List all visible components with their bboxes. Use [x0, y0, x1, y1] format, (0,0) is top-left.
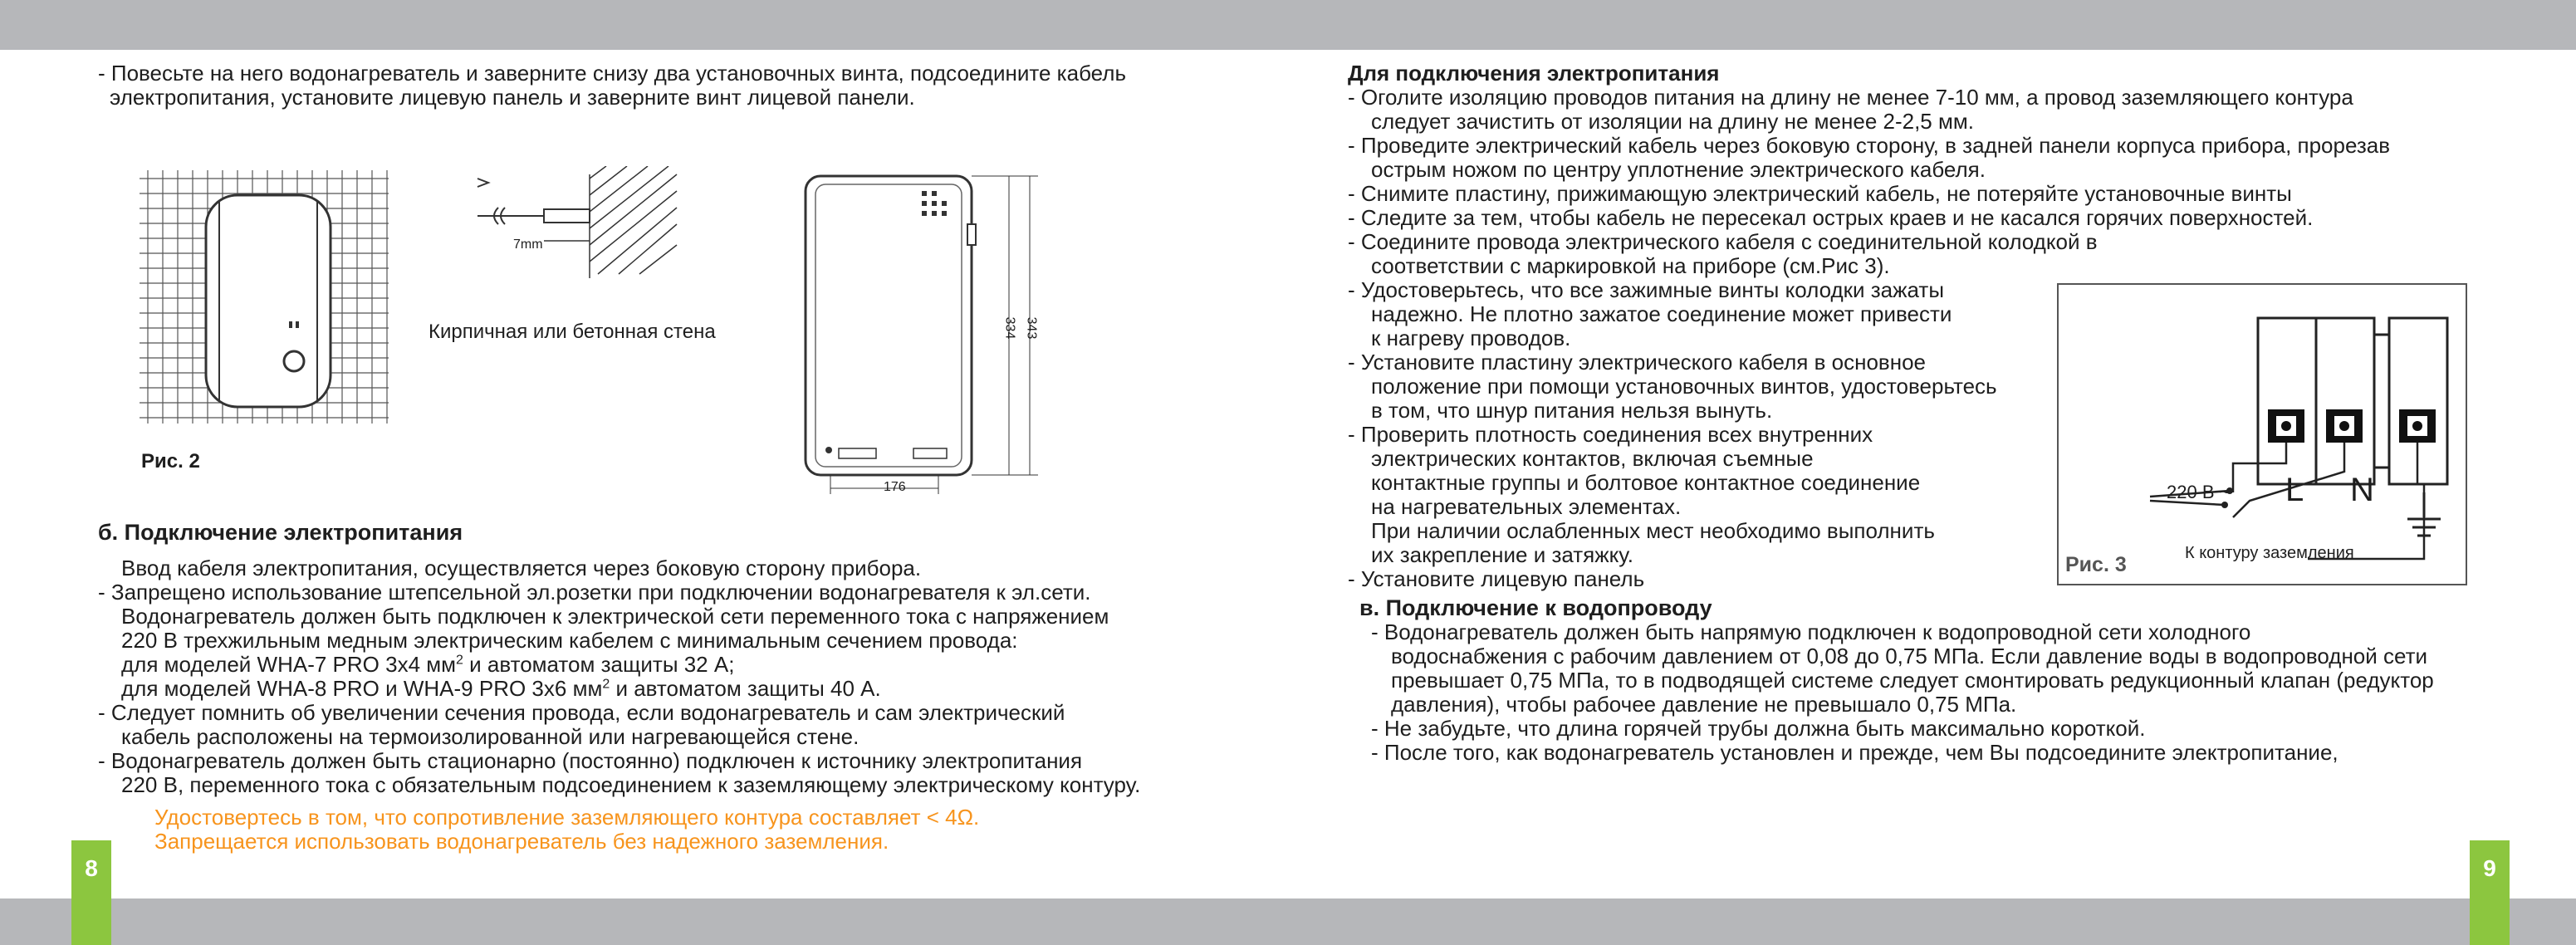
- paragraph-line: их закрепление и затяжку.: [1371, 542, 1633, 567]
- wall-grid-heater-drawing: [140, 170, 397, 428]
- paragraph-line: 220 В, переменного тока с обязательным подсоединением к заземляющему электрическому контуру.: [121, 772, 1141, 797]
- paragraph-line: - После того, как водонагреватель установлен и прежде, чем Вы подсоедините электропитание,: [1371, 740, 2338, 765]
- paragraph-line: следует зачистить от изоляции на длину не менее 2-2,5 мм.: [1371, 109, 1974, 134]
- paragraph-line: - Водонагреватель должен быть напрямую подключен к водопроводной сети холодного: [1371, 619, 2251, 644]
- paragraph-line: превышает 0,75 МПа, то в подводящей системе следует смонтировать редукционный клапан (редуктор: [1391, 668, 2434, 693]
- model-text: и автоматом защиты 40 А.: [610, 676, 881, 701]
- top-band: [0, 0, 2576, 50]
- dim-343: 343: [1024, 316, 1039, 340]
- ground-label: К контуру заземления: [2185, 544, 2354, 562]
- figure-3-label: Рис. 3: [2065, 553, 2127, 576]
- paragraph-line: водоснабжения с рабочим давлением от 0,08 до 0,75 МПа. Если давление воды в водопроводной сети: [1391, 644, 2428, 668]
- superscript: 2: [456, 653, 463, 668]
- left-power-section: [98, 521, 1140, 854]
- intro-line: электропитания, установите лицевую панель и заверните винт лицевой панели.: [110, 85, 915, 110]
- section-v-heading: в. Подключение к водопроводу: [1359, 595, 1712, 620]
- left-intro: [98, 61, 1126, 110]
- dim-7mm: 7mm: [513, 237, 543, 252]
- paragraph-line: - Проверить плотность соединения всех внутренних: [1348, 422, 1873, 447]
- paragraph-line: надежно. Не плотно зажатое соединение может привести: [1371, 301, 1952, 326]
- page-number-left: 8: [71, 840, 111, 945]
- paragraph-line: Ввод кабеля электропитания, осуществляется через боковую сторону прибора.: [121, 556, 922, 580]
- paragraph-line: соответствии с маркировкой на приборе (см.Рис 3).: [1371, 253, 1890, 278]
- paragraph-line: - Установите лицевую панель: [1348, 566, 1645, 591]
- model-text: и автоматом защиты 32 А;: [463, 652, 735, 677]
- paragraph-line: - Проведите электрический кабель через боковую сторону, в задней панели корпуса прибора, прорезав: [1348, 133, 2391, 158]
- model-text: для моделей WHA-7 PRO 3х4 мм: [121, 652, 457, 677]
- model-text: для моделей WHA-8 PRO и WHA-9 PRO 3х6 мм: [121, 676, 603, 701]
- section-b-heading: б. Подключение электропитания: [98, 520, 463, 545]
- intro-line: - Повесьте на него водонагреватель и заверните снизу два установочных винта, подсоедините кабель: [98, 61, 1126, 86]
- terminal-N-label: N: [2350, 472, 2374, 508]
- paragraph-line: - Соедините провода электрического кабеля с соединительной колодкой в: [1348, 229, 2098, 254]
- dim-176: 176: [884, 480, 906, 494]
- paragraph-line: - Снимите пластину, прижимающую электрический кабель, не потеряйте установочные винты: [1348, 181, 2292, 206]
- paragraph-line: - Следует помнить об увеличении сечения провода, если водонагреватель и сам электрический: [98, 700, 1065, 725]
- voltage-label: 220 В ~: [2167, 482, 2231, 502]
- paragraph-line: положение при помощи установочных винтов, удостоверьтесь: [1371, 374, 1997, 399]
- power-heading: Для подключения электропитания: [1348, 61, 1720, 86]
- dim-334: 334: [1002, 316, 1017, 340]
- figure-2-label: Рис. 2: [141, 450, 200, 472]
- paragraph-line: кабель расположены на термоизолированной или нагревающейся стене.: [121, 724, 859, 749]
- superscript: 2: [602, 677, 610, 692]
- warning-line: Запрещается использовать водонагреватель без надежного заземления.: [154, 829, 889, 854]
- paragraph-line: [98, 653, 1140, 677]
- paragraph-line: [98, 677, 1140, 701]
- paragraph-line: При наличии ослабленных мест необходимо выполнить: [1371, 518, 1935, 543]
- bottom-band: [0, 898, 2576, 945]
- paragraph-line: - Удостоверьтесь, что все зажимные винты колодки зажаты: [1348, 277, 1945, 302]
- terminal-L-label: L: [2285, 472, 2304, 508]
- paragraph-line: - Запрещено использование штепсельной эл.розетки при подключении водонагревателя к эл.сети.: [98, 580, 1091, 605]
- paragraph-line: к нагреву проводов.: [1371, 326, 1571, 350]
- terminal-block-diagram: [2059, 285, 2466, 584]
- paragraph-line: на нагревательных элементах.: [1371, 494, 1682, 519]
- wall-label: Кирпичная или бетонная стена: [429, 321, 716, 343]
- paragraph-line: - Оголите изоляцию проводов питания на длину не менее 7-10 мм, а провод заземляющего контура: [1348, 85, 2353, 110]
- paragraph-line: - Установите пластину электрического кабеля в основное: [1348, 350, 1927, 375]
- paragraph-line: - Не забудьте, что длина горячей трубы должна быть максимально короткой.: [1371, 716, 2146, 741]
- paragraph-line: Водонагреватель должен быть подключен к электрической сети переменного тока с напряжением: [121, 604, 1109, 629]
- paragraph-line: в том, что шнур питания нельзя вынуть.: [1371, 398, 1773, 423]
- paragraph-line: - Следите за тем, чтобы кабель не пересекал острых краев и не касался горячих поверхностей.: [1348, 205, 2314, 230]
- paragraph-line: давления), чтобы рабочее давление не превышало 0,75 МПа.: [1391, 692, 2017, 717]
- paragraph-line: острым ножом по центру уплотнение электрического кабеля.: [1371, 157, 1986, 182]
- page-number-right: 9: [2470, 840, 2510, 945]
- paragraph-line: - Водонагреватель должен быть стационарно (постоянно) подключен к источнику электропитания: [98, 748, 1083, 773]
- paragraph-line: электрических контактов, включая съемные: [1371, 446, 1814, 471]
- warning-line: Удостовертесь в том, что сопротивление заземляющего контура составляет < 4Ω.: [154, 805, 980, 830]
- anchor-bolt-drawing: [465, 166, 681, 282]
- paragraph-line: 220 В трехжильным медным электрическим кабелем с минимальным сечением провода:: [121, 628, 1018, 653]
- paragraph-line: контактные группы и болтовое контактное соединение: [1371, 470, 1921, 495]
